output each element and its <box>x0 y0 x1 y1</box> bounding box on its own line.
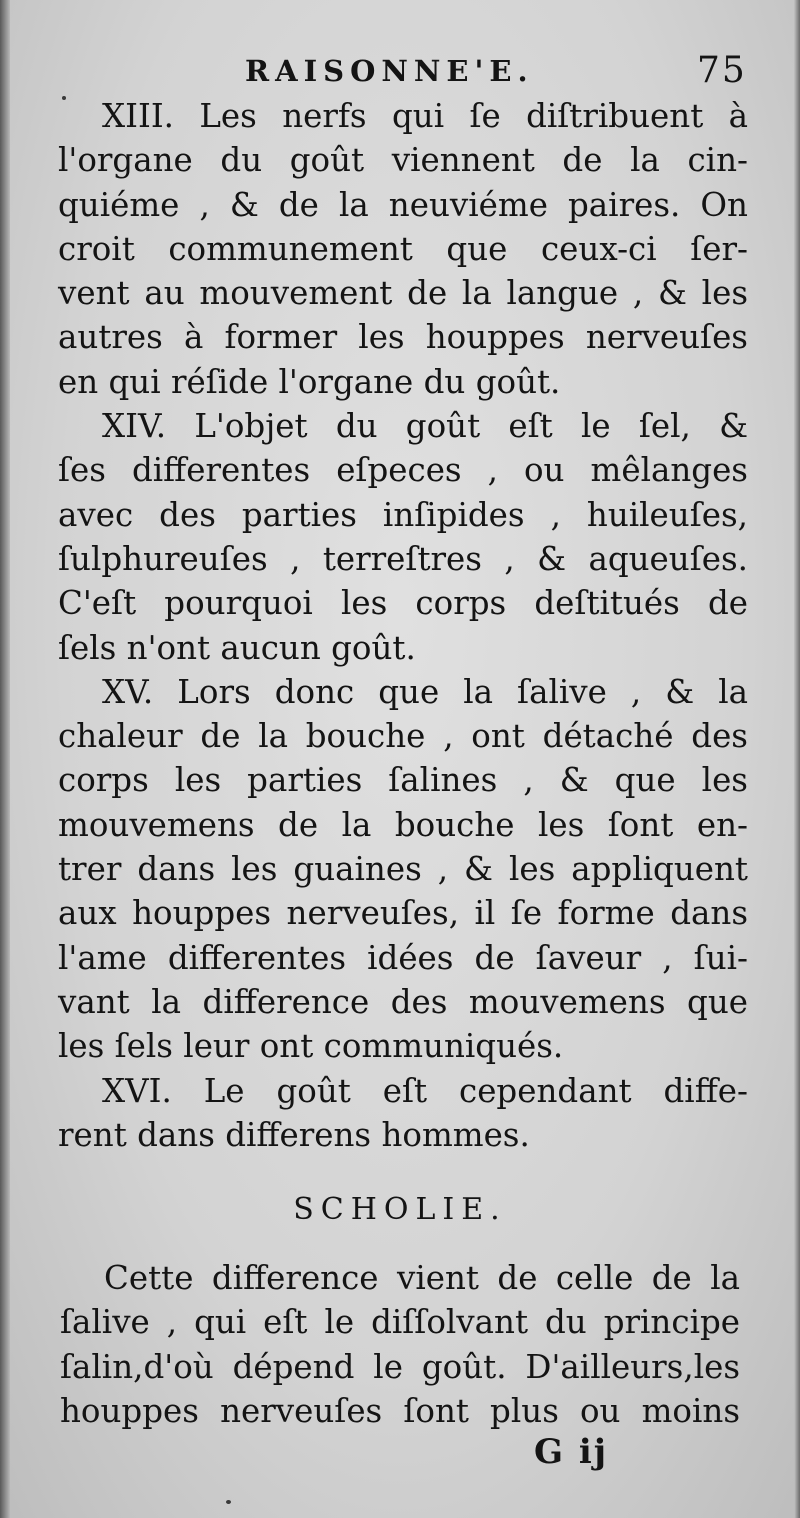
text-line: vant la difference des mouvemens que <box>58 982 748 1021</box>
text-line: mouvemens de la bouche les ſont en- <box>58 805 748 844</box>
page-edge-left <box>0 0 10 1518</box>
text-line: aux houppes nerveuſes, il ſe forme dans <box>58 894 748 933</box>
text-line: quiéme , & de la neuviéme paires. On <box>58 185 748 224</box>
text-line: ſalive , qui eſt le diſſolvant du principe <box>60 1303 740 1342</box>
page-edge-right <box>794 0 800 1518</box>
text-line: Cette difference vient de celle de la <box>104 1259 740 1297</box>
text-line: C'eſt pourquoi les corps deſtitués de <box>58 584 748 623</box>
text-line: XIII. Les nerfs qui ſe diſtribuent à <box>102 97 748 135</box>
running-head: RAISONNE'E. <box>245 54 534 88</box>
text-line: vent au mouvement de la langue , & les <box>58 274 748 313</box>
text-line: autres à former les houppes nerveuſes <box>58 318 748 357</box>
text-line: croit communement que ceux-ci ſer- <box>58 229 748 268</box>
text-line: XV. Lors donc que la ſalive , & la <box>102 672 748 711</box>
text-line: ſalin,d'où dépend le goût. D'ailleurs,les <box>60 1347 740 1386</box>
paragraph-xvi <box>58 1069 748 1158</box>
text-line: XIV. L'objet du goût eſt le ſel, & <box>102 407 748 446</box>
text-line: l'ame differentes idées de ſaveur , ſui- <box>58 938 748 977</box>
scholie-heading: SCHOLIE. <box>293 1192 507 1227</box>
text-line: ſulphureuſes , terreſtres , & aqueuſes. <box>58 539 748 578</box>
paragraph-xv <box>58 670 748 1069</box>
text-line: chaleur de la bouche , ont détaché des <box>58 717 748 756</box>
ink-speck <box>62 96 66 100</box>
scholie-text <box>60 1256 740 1433</box>
text-line: ſes differentes eſpeces , ou mêlanges <box>58 451 748 490</box>
signature-mark: G ij <box>534 1432 609 1472</box>
text-line: houppes nerveuſes ſont plus ou moins <box>60 1391 740 1430</box>
ink-speck <box>226 1500 231 1504</box>
paragraph-xiv <box>58 404 748 670</box>
text-line: avec des parties inſipides , huileuſes, <box>58 495 748 534</box>
text-line: en qui réſide l'organe du goût. <box>58 362 561 401</box>
paragraph-xiii <box>58 94 748 404</box>
page-number: 75 <box>697 50 747 91</box>
body-text <box>58 94 748 1157</box>
text-line: ſels n'ont aucun goût. <box>58 628 416 667</box>
text-line: rent dans differens hommes. <box>58 1115 530 1154</box>
text-line: l'organe du goût viennent de la cin- <box>58 141 748 180</box>
text-line: corps les parties ſalines , & que les <box>58 761 748 800</box>
text-line: trer dans les guaines , & les appliquent <box>58 850 748 889</box>
text-line: les ſels leur ont communiqués. <box>58 1027 564 1066</box>
text-line: XVI. Le goût eſt cependant diffe- <box>102 1071 748 1110</box>
